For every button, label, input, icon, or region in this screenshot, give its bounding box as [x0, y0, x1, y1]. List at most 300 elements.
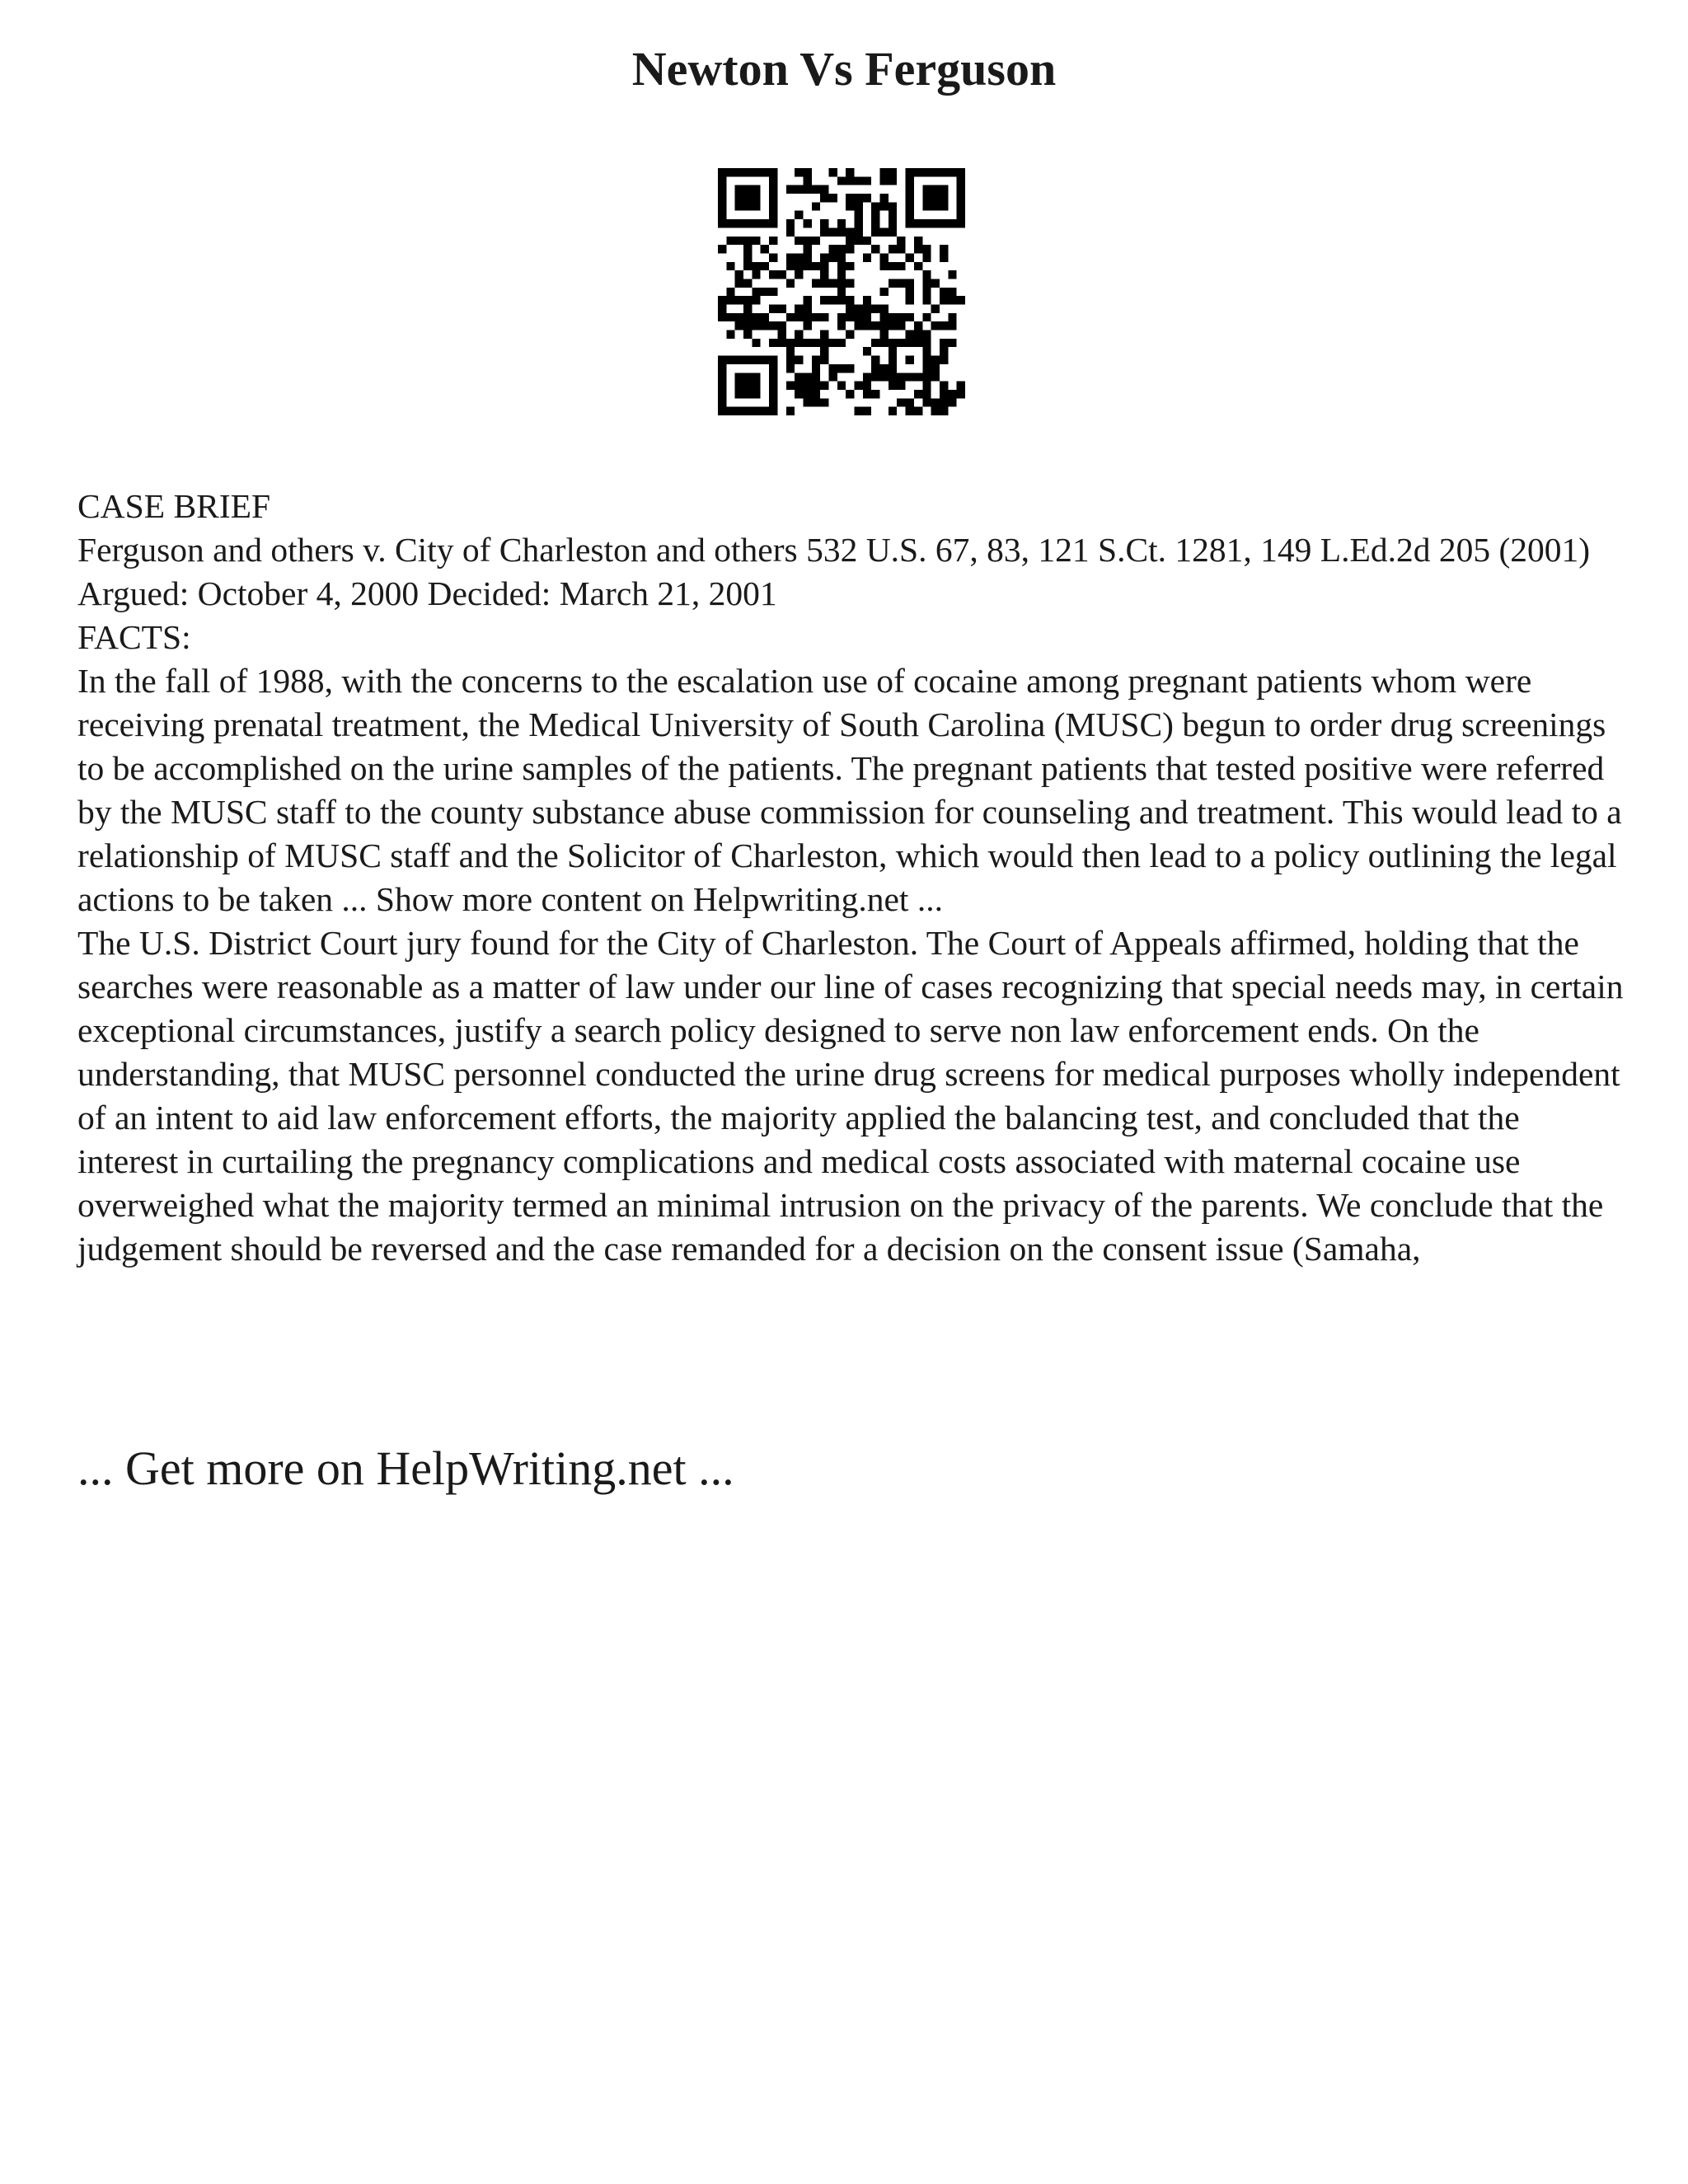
qr-module: [914, 390, 922, 398]
qr-module: [820, 296, 828, 304]
qr-module: [769, 321, 777, 330]
qr-module: [752, 219, 760, 227]
qr-module: [743, 390, 752, 398]
qr-module: [871, 364, 879, 373]
qr-module: [743, 296, 752, 304]
qr-module: [743, 202, 752, 210]
qr-module: [743, 194, 752, 202]
qr-module: [812, 262, 820, 270]
qr-module: [786, 364, 795, 373]
qr-module: [820, 279, 828, 287]
qr-module: [837, 339, 846, 347]
section-heading-facts: FACTS:: [77, 618, 191, 656]
qr-module: [940, 202, 948, 210]
qr-module: [803, 237, 811, 245]
qr-module: [803, 321, 811, 330]
qr-module: [769, 219, 777, 227]
qr-module: [820, 356, 828, 364]
qr-module: [743, 279, 752, 287]
qr-module: [846, 168, 854, 176]
qr-module: [820, 185, 828, 194]
qr-module: [735, 356, 743, 364]
qr-module: [863, 296, 871, 304]
qr-module: [906, 339, 914, 347]
qr-module: [897, 321, 905, 330]
qr-module: [803, 176, 811, 185]
qr-module: [889, 176, 897, 185]
qr-module: [880, 262, 889, 270]
qr-module: [914, 321, 922, 330]
qr-module: [743, 262, 752, 270]
qr-module: [863, 237, 871, 245]
qr-module: [846, 364, 854, 373]
qr-module: [855, 237, 863, 245]
qr-module: [752, 296, 760, 304]
qr-module: [812, 202, 820, 210]
qr-module: [769, 237, 777, 245]
qr-module: [897, 373, 905, 381]
qr-module: [914, 373, 922, 381]
qr-module: [769, 176, 777, 185]
qr-module: [871, 390, 879, 398]
qr-module: [795, 270, 803, 279]
qr-module: [761, 288, 769, 296]
qr-module: [880, 373, 889, 381]
qr-module: [922, 313, 931, 321]
qr-module: [855, 407, 863, 415]
qr-module: [880, 339, 889, 347]
qr-module: [914, 237, 922, 245]
qr-module: [726, 237, 734, 245]
qr-module: [726, 262, 734, 270]
qr-module: [752, 390, 760, 398]
qr-module: [846, 330, 854, 339]
qr-module: [735, 373, 743, 381]
qr-module: [812, 382, 820, 390]
qr-module: [820, 339, 828, 347]
qr-module: [752, 339, 760, 347]
qr-module: [837, 227, 846, 236]
qr-module: [777, 305, 785, 313]
qr-module: [795, 373, 803, 381]
qr-module: [889, 219, 897, 227]
qr-module: [752, 194, 760, 202]
qr-module: [726, 313, 734, 321]
qr-module: [957, 176, 965, 185]
qr-module: [769, 407, 777, 415]
qr-module: [906, 176, 914, 185]
qr-module: [906, 211, 914, 219]
qr-module: [777, 339, 785, 347]
qr-module: [726, 219, 734, 227]
qr-module: [743, 373, 752, 381]
qr-module: [940, 339, 948, 347]
qr-module: [940, 168, 948, 176]
qr-module: [752, 288, 760, 296]
qr-module: [940, 245, 948, 253]
qr-module: [948, 288, 956, 296]
qr-module: [846, 202, 854, 210]
qr-module: [795, 211, 803, 219]
qr-module: [914, 168, 922, 176]
qr-module: [761, 245, 769, 253]
qr-module: [820, 194, 828, 202]
qr-module: [948, 168, 956, 176]
qr-module: [735, 237, 743, 245]
qr-module: [922, 185, 931, 194]
qr-module: [752, 382, 760, 390]
qr-module: [906, 373, 914, 381]
qr-module: [812, 237, 820, 245]
qr-module: [922, 364, 931, 373]
qr-module: [855, 211, 863, 219]
qr-module: [761, 168, 769, 176]
qr-module: [906, 219, 914, 227]
qr-module: [795, 339, 803, 347]
qr-module: [769, 253, 777, 261]
qr-module: [803, 168, 811, 176]
qr-module: [752, 313, 760, 321]
qr-module: [718, 185, 726, 194]
qr-module: [940, 253, 948, 261]
qr-module: [940, 390, 948, 398]
qr-module: [855, 227, 863, 236]
qr-module: [828, 339, 837, 347]
qr-module: [897, 279, 905, 287]
qr-module: [795, 330, 803, 339]
qr-module: [871, 211, 879, 219]
qr-module: [846, 313, 854, 321]
qr-module: [786, 185, 795, 194]
qr-module: [880, 194, 889, 202]
qr-module: [837, 176, 846, 185]
qr-module: [871, 245, 879, 253]
qr-module: [906, 330, 914, 339]
qr-module: [855, 202, 863, 210]
qr-module: [812, 313, 820, 321]
qr-module: [940, 194, 948, 202]
qr-module: [940, 296, 948, 304]
qr-module: [906, 194, 914, 202]
qr-module: [735, 202, 743, 210]
qr-module: [786, 356, 795, 364]
qr-module: [957, 185, 965, 194]
get-more-link[interactable]: ... Get more on HelpWriting.net ...: [77, 1441, 734, 1495]
qr-module: [837, 253, 846, 261]
qr-module: [863, 347, 871, 355]
qr-module: [922, 270, 931, 279]
qr-module: [820, 398, 828, 406]
qr-module: [846, 262, 854, 270]
qr-module: [871, 356, 879, 364]
qr-module: [863, 176, 871, 185]
qr-module: [931, 219, 940, 227]
qr-module: [922, 253, 931, 261]
qr-module: [948, 219, 956, 227]
qr-module: [769, 398, 777, 406]
qr-module: [812, 364, 820, 373]
qr-module: [889, 245, 897, 253]
qr-module: [803, 253, 811, 261]
qr-module: [906, 313, 914, 321]
qr-module: [718, 211, 726, 219]
qr-module: [846, 227, 854, 236]
qr-module: [906, 356, 914, 364]
qr-module: [718, 176, 726, 185]
qr-module: [837, 296, 846, 304]
qr-module: [846, 390, 854, 398]
qr-module: [914, 262, 922, 270]
qr-module: [812, 373, 820, 381]
qr-module: [769, 288, 777, 296]
qr-module: [828, 296, 837, 304]
qr-module: [889, 382, 897, 390]
qr-module: [743, 185, 752, 194]
qr-module: [743, 219, 752, 227]
qr-module: [948, 390, 956, 398]
qr-module: [735, 313, 743, 321]
qr-module: [846, 176, 854, 185]
qr-module: [931, 407, 940, 415]
qr-module: [837, 245, 846, 253]
qr-module: [795, 305, 803, 313]
qr-module: [922, 339, 931, 347]
qr-module: [812, 185, 820, 194]
qr-module: [906, 202, 914, 210]
qr-module: [914, 330, 922, 339]
qr-module: [906, 288, 914, 296]
qr-module: [889, 373, 897, 381]
qr-module: [718, 202, 726, 210]
qr-module: [803, 313, 811, 321]
qr-module: [897, 398, 905, 406]
qr-module: [786, 219, 795, 227]
qr-module: [846, 194, 854, 202]
qr-module: [743, 356, 752, 364]
qr-module: [906, 253, 914, 261]
qr-module: [718, 313, 726, 321]
qr-module: [889, 356, 897, 364]
qr-module: [871, 219, 879, 227]
qr-module: [922, 390, 931, 398]
qr-module: [863, 382, 871, 390]
qr-module: [752, 185, 760, 194]
qr-module: [922, 330, 931, 339]
qr-module: [769, 202, 777, 210]
qr-module: [795, 382, 803, 390]
qr-module: [812, 339, 820, 347]
qr-module: [735, 194, 743, 202]
qr-module: [752, 168, 760, 176]
qr-module: [769, 373, 777, 381]
qr-module: [931, 356, 940, 364]
qr-module: [855, 313, 863, 321]
qr-module: [931, 185, 940, 194]
ruling-paragraph: The U.S. District Court jury found for the City of Charleston. The Court of Appeals affirmed, holding that the searches were reasonable as a matter of law under our line of cases recognizing that special needs may, in certain exceptional circumstances, justify a search policy designed to serve non law enforcement ends. On the understanding, that MUSC personnel conducted the urine drug screens for medical purposes wholly independent of an intent to aid law enforcement efforts, the majority applied the balancing test, and concluded that the interest in curtailing the pregnancy complications and medical costs associated with maternal cocaine use overweighed what the majority termed an minimal intrusion on the privacy of the parents. We conclude that the judgement should be reversed and the case remanded for a decision on the consent issue (Samaha,: [77, 924, 1624, 1268]
qr-module: [735, 382, 743, 390]
qr-module: [922, 279, 931, 287]
qr-module: [906, 296, 914, 304]
qr-module: [940, 398, 948, 406]
qr-module: [957, 202, 965, 210]
qr-module: [718, 382, 726, 390]
qr-module: [948, 339, 956, 347]
qr-module: [940, 356, 948, 364]
qr-module: [871, 202, 879, 210]
qr-module: [906, 279, 914, 287]
qr-module: [880, 364, 889, 373]
qr-module: [880, 321, 889, 330]
qr-module: [718, 296, 726, 304]
qr-module: [846, 279, 854, 287]
qr-module: [846, 237, 854, 245]
qr-module: [846, 296, 854, 304]
qr-module: [855, 219, 863, 227]
qr-module: [735, 279, 743, 287]
qr-module: [880, 202, 889, 210]
facts-paragraph: In the fall of 1988, with the concerns to the escalation use of cocaine among pregnant patients whom were receiving prenatal treatment, the Medical University of South Carolina (MUSC) begun to order drug screenings to be accomplished on the urine samples of the patients. The pregnant patients that tested positive were referred by the MUSC staff to the county substance abuse commission for counseling and treatment. This would lead to a relationship of MUSC staff and the Solicitor of Charleston, which would then lead to a policy outlining the legal actions to be taken ... Show more content on Helpwriting.net ...: [77, 662, 1622, 918]
qr-module: [889, 407, 897, 415]
qr-module: [769, 390, 777, 398]
qr-module: [803, 398, 811, 406]
qr-module: [897, 245, 905, 253]
qr-module: [795, 253, 803, 261]
qr-module: [828, 279, 837, 287]
qr-module: [855, 176, 863, 185]
qr-module: [931, 305, 940, 313]
qr-module: [871, 373, 879, 381]
qr-module: [940, 219, 948, 227]
qr-module: [786, 382, 795, 390]
qr-module: [769, 168, 777, 176]
qr-module: [726, 288, 734, 296]
qr-module: [726, 407, 734, 415]
qr-module: [880, 313, 889, 321]
qr-module: [828, 168, 837, 176]
qr-module: [743, 237, 752, 245]
qr-module: [803, 262, 811, 270]
qr-module: [752, 407, 760, 415]
qr-module: [914, 339, 922, 347]
qr-module: [855, 321, 863, 330]
qr-module: [812, 356, 820, 364]
qr-module: [871, 227, 879, 236]
qr-module: [752, 321, 760, 330]
qr-module: [889, 347, 897, 355]
qr-module: [889, 279, 897, 287]
qr-module: [940, 321, 948, 330]
qr-module: [871, 321, 879, 330]
qr-module: [871, 305, 879, 313]
qr-module: [880, 176, 889, 185]
qr-module: [940, 382, 948, 390]
qr-module: [837, 364, 846, 373]
qr-module: [769, 356, 777, 364]
qr-module: [922, 356, 931, 364]
qr-module: [837, 262, 846, 270]
qr-module: [906, 398, 914, 406]
qr-module: [726, 296, 734, 304]
qr-module: [777, 321, 785, 330]
qr-module: [743, 330, 752, 339]
qr-module: [940, 288, 948, 296]
qr-module: [735, 296, 743, 304]
qr-module: [871, 339, 879, 347]
qr-module: [795, 262, 803, 270]
qr-module: [889, 211, 897, 219]
qr-module: [752, 262, 760, 270]
qr-module: [718, 194, 726, 202]
qr-module: [803, 185, 811, 194]
qr-module: [863, 321, 871, 330]
qr-module: [769, 364, 777, 373]
qr-module: [922, 219, 931, 227]
qr-module: [828, 253, 837, 261]
qr-module: [855, 382, 863, 390]
qr-module: [906, 407, 914, 415]
qr-module: [718, 390, 726, 398]
qr-module: [820, 347, 828, 355]
qr-module: [914, 219, 922, 227]
qr-module: [786, 339, 795, 347]
qr-module: [948, 321, 956, 330]
qr-module: [948, 398, 956, 406]
qr-module: [922, 382, 931, 390]
qr-module: [940, 347, 948, 355]
qr-module: [931, 279, 940, 287]
qr-module: [837, 219, 846, 227]
qr-module: [718, 398, 726, 406]
qr-module: [769, 211, 777, 219]
qr-module: [863, 390, 871, 398]
qr-module: [957, 168, 965, 176]
qr-module: [769, 339, 777, 347]
qr-module: [820, 313, 828, 321]
qr-module: [889, 227, 897, 236]
qr-module: [957, 390, 965, 398]
qr-module: [837, 288, 846, 296]
qr-module: [957, 382, 965, 390]
qr-module: [761, 219, 769, 227]
qr-module: [718, 356, 726, 364]
qr-module: [743, 168, 752, 176]
qr-module: [786, 227, 795, 236]
qr-module: [820, 330, 828, 339]
qr-module: [761, 262, 769, 270]
qr-module: [786, 279, 795, 287]
qr-module: [863, 253, 871, 261]
qr-module: [897, 339, 905, 347]
qr-module: [863, 313, 871, 321]
qr-module: [735, 185, 743, 194]
qr-module: [837, 313, 846, 321]
qr-module: [777, 270, 785, 279]
qr-module: [761, 407, 769, 415]
qr-module: [752, 373, 760, 381]
qr-module: [855, 305, 863, 313]
qr-module: [735, 270, 743, 279]
case-citation: Ferguson and others v. City of Charleston and others 532 U.S. 67, 83, 121 S.Ct. 1281, 149 L.Ed.2d 205 (2001): [77, 531, 1591, 569]
qr-module: [880, 305, 889, 313]
qr-module: [743, 321, 752, 330]
qr-module: [820, 227, 828, 236]
qr-module: [922, 373, 931, 381]
qr-module: [948, 270, 956, 279]
qr-module: [726, 356, 734, 364]
qr-module: [889, 364, 897, 373]
qr-module: [931, 364, 940, 373]
qr-module: [795, 185, 803, 194]
